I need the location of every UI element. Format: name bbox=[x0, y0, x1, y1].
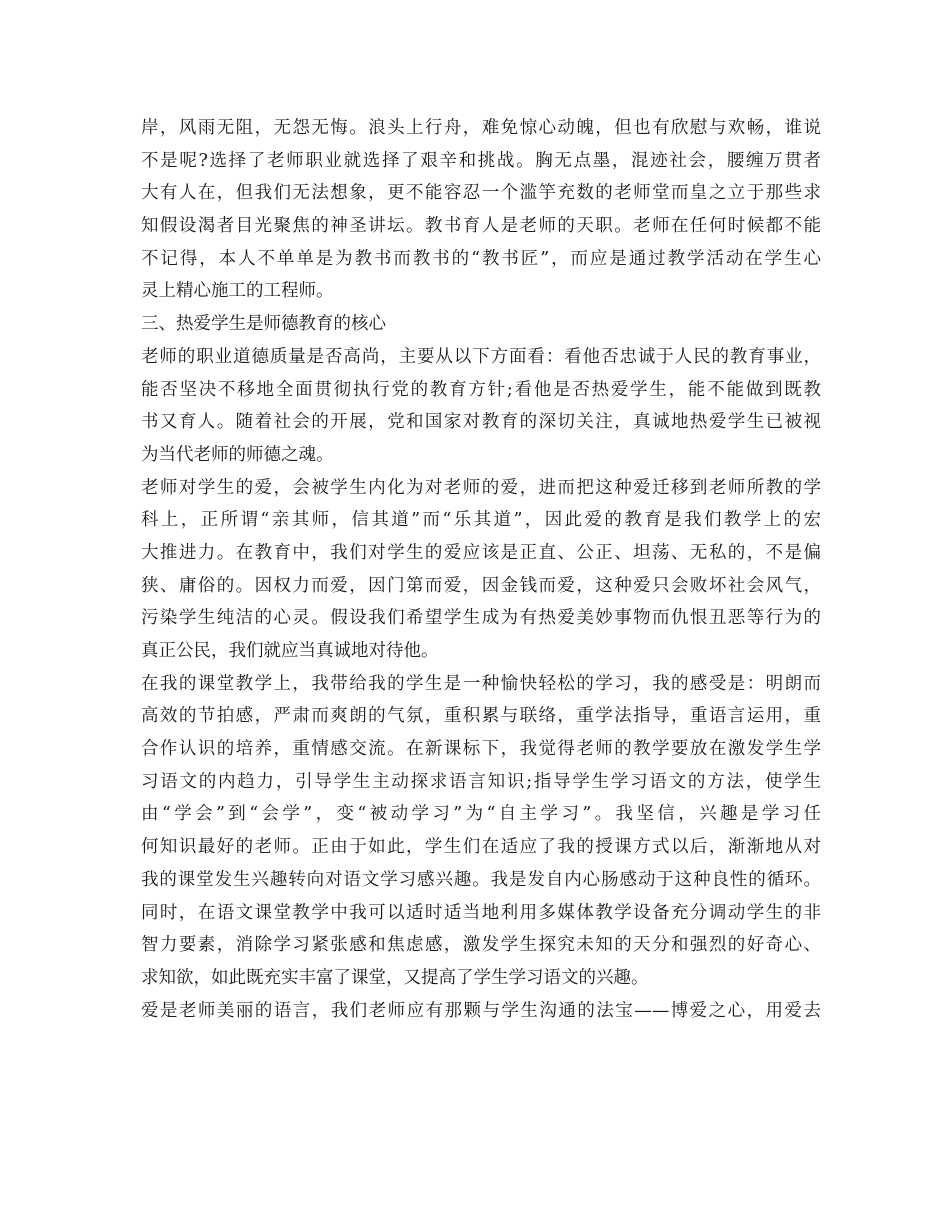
text-line: 书又育人。随着社会的开展，党和国家对教育的深切关注，真诚地热爱学生已被视 bbox=[141, 412, 821, 433]
text-line: 大有人在，但我们无法想象，更不能容忍一个滥竽充数的老师堂而皇之立于那些求 bbox=[141, 183, 821, 204]
text-line: 污染学生纯洁的心灵。假设我们希望学生成为有热爱美妙事物而仇恨丑恶等行为的 bbox=[141, 608, 821, 629]
text-line: 老师的职业道德质量是否高尚，主要从以下方面看：看他否忠诚于人民的教育事业， bbox=[141, 346, 821, 367]
text-line: 何知识最好的老师。正由于如此，学生们在适应了我的授课方式以后，渐渐地从对 bbox=[141, 837, 821, 858]
text-line: 高效的节拍感，严肃而爽朗的气氛，重积累与联络，重学法指导，重语言运用，重 bbox=[141, 706, 821, 727]
text-line: 求知欲，如此既充实丰富了课堂，又提高了学生学习语文的兴趣。 bbox=[141, 967, 649, 988]
text-line: 我的课堂发生兴趣转向对语文学习感兴趣。我是发自内心肠感动于这种良性的循环。 bbox=[141, 869, 821, 890]
text-line: 习语文的内趋力，引导学生主动探求语言知识;指导学生学习语文的方法，使学生 bbox=[141, 771, 821, 792]
text-line: 合作认识的培养，重情感交流。在新课标下，我觉得老师的教学要放在激发学生学 bbox=[141, 739, 821, 760]
text-line: 科上，正所谓“亲其师，信其道”而“乐其道”，因此爱的教育是我们教学上的宏 bbox=[141, 510, 821, 531]
text-line: 不是呢?选择了老师职业就选择了艰辛和挑战。胸无点墨，混迹社会，腰缠万贯者 bbox=[141, 150, 821, 171]
text-line: 在我的课堂教学上，我带给我的学生是一种愉快轻松的学习，我的感受是：明朗而 bbox=[141, 673, 821, 694]
text-line: 老师对学生的爱，会被学生内化为对老师的爱，进而把这种爱迁移到老师所教的学 bbox=[141, 477, 821, 498]
text-line: 狭、庸俗的。因权力而爱，因门第而爱，因金钱而爱，这种爱只会败坏社会风气， bbox=[141, 575, 821, 596]
text-line: 岸，风雨无阻，无怨无悔。浪头上行舟，难免惊心动魄，但也有欣慰与欢畅，谁说 bbox=[141, 118, 821, 138]
text-line: 能否坚决不移地全面贯彻执行党的教育方针;看他是否热爱学生，能不能做到既教 bbox=[141, 379, 821, 400]
text-line: 知假设渴者目光聚焦的神圣讲坛。教书育人是老师的天职。老师在任何时候都不能 bbox=[141, 216, 821, 237]
text-line: 真正公民，我们就应当真诚地对待他。 bbox=[141, 641, 439, 661]
text-line: 为当代老师的师德之魂。 bbox=[141, 444, 334, 465]
text-line: 灵上精心施工的工程师。 bbox=[141, 281, 334, 302]
section-heading: 三、热爱学生是师德教育的核心 bbox=[141, 314, 386, 335]
text-line: 大推进力。在教育中，我们对学生的爱应该是正直、公正、坦荡、无私的，不是偏 bbox=[141, 542, 821, 563]
text-line: 由“学会”到“会学”，变“被动学习”为“自主学习”。我坚信，兴趣是学习任 bbox=[141, 804, 821, 825]
text-line: 不记得，本人不单单是为教书而教书的“教书匠”，而应是通过教学活动在学生心 bbox=[141, 248, 821, 269]
text-line: 智力要素，消除学习紧张感和焦虑感，激发学生探究未知的天分和强烈的好奇心、 bbox=[141, 935, 821, 956]
text-line: 爱是老师美丽的语言，我们老师应有那颗与学生沟通的法宝——博爱之心，用爱去 bbox=[141, 1000, 821, 1021]
text-line: 同时，在语文课堂教学中我可以适时适当地利用多媒体教学设备充分调动学生的非 bbox=[141, 902, 821, 923]
body-text bbox=[141, 112, 821, 1027]
